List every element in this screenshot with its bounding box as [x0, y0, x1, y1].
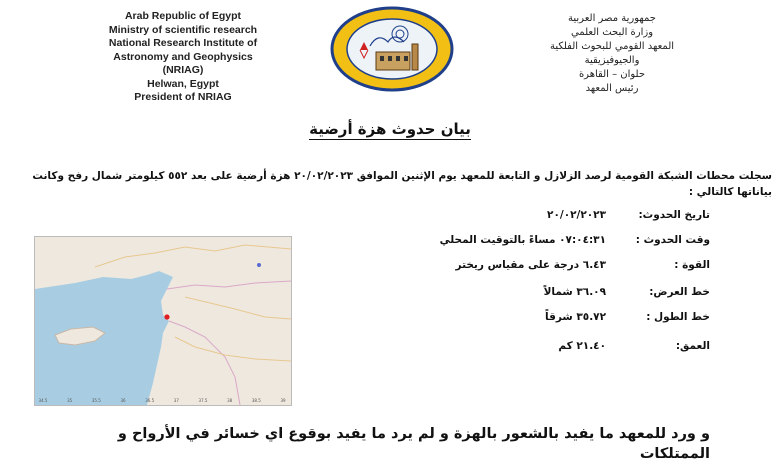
detail-label: وقت الحدوث :	[635, 234, 710, 246]
map-sea	[35, 271, 173, 405]
arabic-header	[532, 12, 692, 96]
map-longitude-tick-label: 38	[227, 398, 233, 403]
document-title	[0, 120, 780, 138]
arabic-header-line: والجيوفيزيقية	[584, 55, 640, 66]
detail-row-magnitude	[330, 259, 710, 277]
intro-paragraph: سجلت محطات الشبكة القومية لرصد الزلازل و التابعة للمعهد يوم الإثنين الموافق ٢٠/٠٢/٢٠٢٣ هزة أرضية على بعد ٥٥٢ كيلومتر شمال رفح وكانت بياناتها كالتالي :	[32, 170, 772, 198]
detail-label: العمق:	[675, 340, 710, 352]
english-header-line: Ministry of scientific research	[108, 23, 258, 36]
detail-value: ٢٠/٠٢/٢٠٢٣	[547, 209, 606, 221]
map-longitude-tick-label: 37.5	[198, 398, 208, 403]
detail-value: ٣٥.٧٢ شرقاً	[545, 311, 606, 323]
arabic-header-line: حلوان – القاهرة	[578, 69, 646, 80]
detail-value: ٣٦.٠٩ شمالاً	[543, 286, 606, 298]
english-header-line: (NRIAG)	[162, 64, 204, 76]
nriag-logo-seal	[330, 6, 454, 92]
detail-label: خط العرض:	[649, 286, 710, 298]
map-longitude-tick-label: 36	[120, 398, 126, 403]
map-longitude-tick-label: 35	[67, 398, 73, 403]
english-header-line: National Research Institute of	[108, 37, 258, 49]
english-header	[78, 10, 288, 105]
detail-row-depth	[330, 340, 710, 358]
map-longitude-tick-label: 36.5	[145, 398, 155, 403]
map-longitude-tick-label: 37	[173, 398, 179, 403]
epicenter-map	[34, 236, 292, 406]
detail-row-longitude	[330, 311, 710, 329]
detail-value: ٠٧:٠٤:٣١ مساءً بالتوقيت المحلي	[439, 234, 606, 246]
map-canvas	[35, 237, 291, 405]
map-longitude-tick-label: 39	[280, 398, 286, 403]
arabic-header-line: المعهد القومي للبحوث الفلكية	[549, 41, 675, 52]
detail-row-date	[330, 209, 710, 227]
arabic-header-line: جمهورية مصر العربية	[568, 13, 656, 24]
footer-statement: و ورد للمعهد ما يفيد بالشعور بالهزة و لم يرد ما يفيد بوقوع اي خسائر في الأرواح و الممتلكات	[117, 426, 710, 462]
arabic-header-line: وزارة البحث العلمي	[570, 27, 654, 38]
detail-value: ٦.٤٣ درجة على مقياس ريختر	[455, 259, 606, 271]
detail-row-latitude	[330, 286, 710, 304]
detail-label: خط الطول :	[646, 311, 710, 323]
detail-value: ٢١.٤٠ كم	[558, 340, 606, 352]
english-header-line: Arab Republic of Egypt	[124, 10, 242, 22]
map-city-marker	[257, 263, 261, 267]
english-header-line: President of NRIAG	[134, 91, 232, 103]
detail-label: القوة :	[674, 259, 710, 271]
detail-label: تاريخ الحدوث:	[638, 209, 710, 221]
english-header-line: Helwan, Egypt	[147, 77, 219, 90]
arabic-header-line: رئيس المعهد	[585, 83, 639, 94]
map-longitude-tick-label: 34.5	[38, 398, 48, 403]
map-longitude-tick-label: 38.5	[251, 398, 261, 403]
english-header-line: Astronomy and Geophysics	[113, 50, 253, 63]
epicenter-marker	[164, 314, 169, 319]
document-title-text: بيان حدوث هزة أرضية	[309, 120, 471, 138]
map-longitude-tick-label: 35.5	[91, 398, 101, 403]
detail-row-time	[330, 234, 710, 252]
